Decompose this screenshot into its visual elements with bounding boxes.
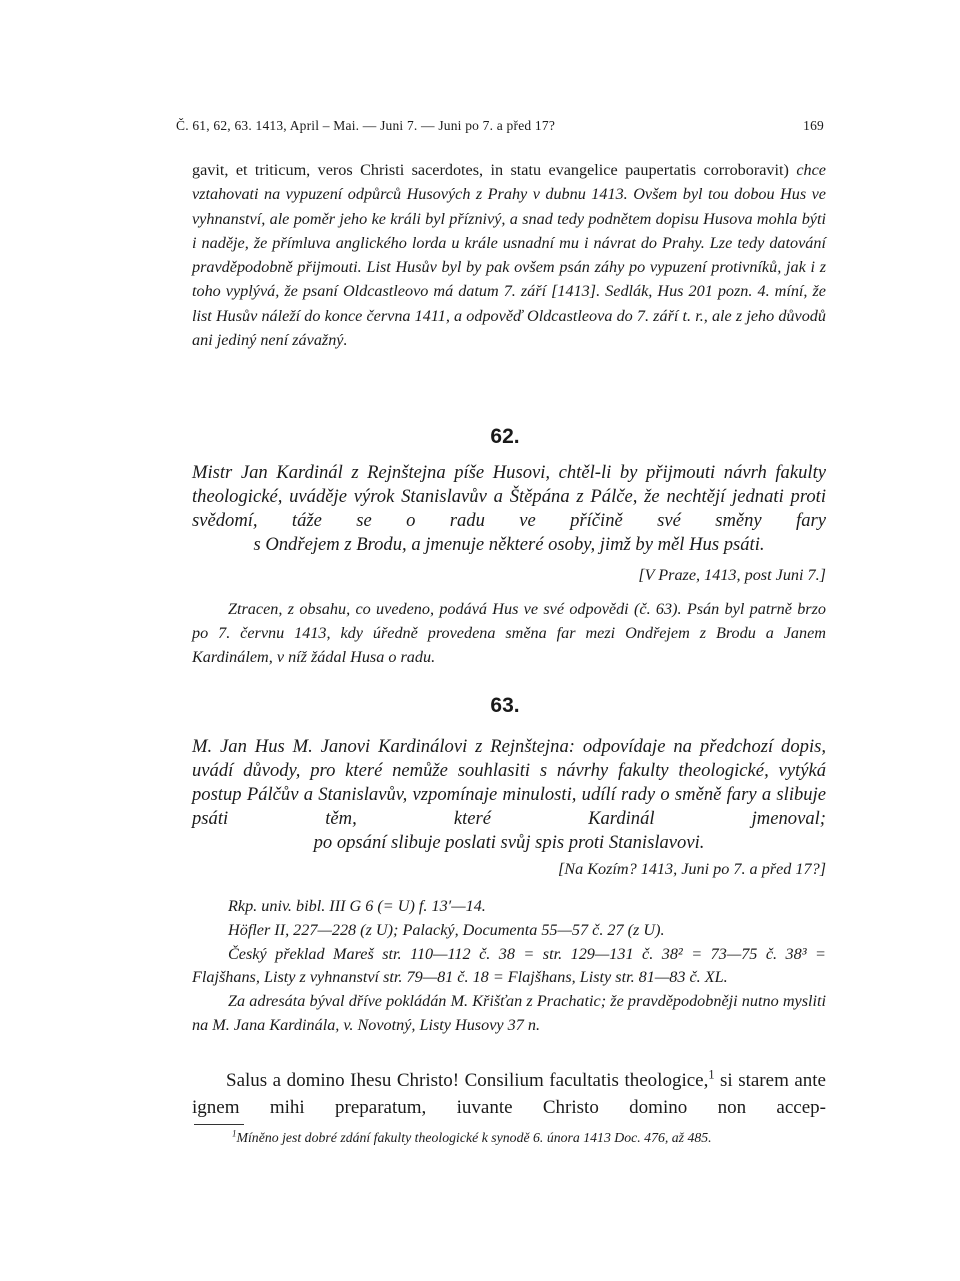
- sources-63: [192, 895, 826, 1038]
- footnote-rule: [194, 1124, 244, 1125]
- source-line: Český překlad Mareš str. 110—112 č. 38 = str. 129—131 č. 38² = 73—75 č. 38³ = Flajšhans, Listy z vyhnanství str. 79—81 č. 18 = Flajšhans, Listy str. 81—83 č. XL.: [192, 944, 826, 987]
- regest-62-text: Mistr Jan Kardinál z Rejnštejna píše Husovi, chtěl-li by přijmouti návrh fakulty theologické, uváděje výrok Stanislavův a Štěpána z Pálče, že nechtějí jednati proti svědomí, táže se o radu ve příčině své směny fary: [192, 462, 826, 531]
- footnote-text: Míněno jest dobré zdání fakulty theologické k synodě 6. února 1413 Doc. 476, až 485.: [236, 1130, 712, 1145]
- regest-62-last-line: s Ondřejem z Brodu, a jmenuje některé osoby, jimž by měl Hus psáti.: [253, 534, 765, 555]
- source-line: Za adresáta býval dříve pokládán M. Křišťan z Prachatic; že pravděpodobněji nutno mysliti na M. Jana Kardinála, v. Novotný, Listy Husovy 37 n.: [192, 992, 826, 1034]
- note-62-text: Ztracen, z obsahu, co uvedeno, podává Hus ve své odpovědi (č. 63). Psán byl patrně brzo po 7. červnu 1413, kdy úředně provedena směna far mezi Ondřejem z Brodu a Janem Kardinálem, v níž žádal Husa o radu.: [192, 600, 826, 666]
- regest-63-text: M. Jan Hus M. Janovi Kardinálovi z Rejnštejna: odpovídaje na předchozí dopis, uvádí důvody, pro které nemůže souhlasiti s návrhy fakulty theologické, vytýká postup Pálčův a Stanislavův, vzpomínaje minulosti, udílí rady o směně fary a slibuje psáti těm, které Kardinál jmenoval;: [192, 736, 826, 829]
- regest-63: [192, 735, 826, 855]
- source-line: Höfler II, 227—228 (z U); Palacký, Documenta 55—57 č. 27 (z U).: [228, 920, 665, 939]
- dateline-62: [V Praze, 1413, post Juni 7.]: [638, 566, 826, 584]
- intro-latin-text: gavit, et triticum, veros Christi sacerdotes, in statu evangelice paupertatis corroboravit): [192, 161, 789, 179]
- letter-text-part: si starem ante ignem mihi preparatum, iuvante Christo domino non accep-: [192, 1070, 826, 1118]
- letter-text: [192, 1068, 826, 1121]
- running-head: [176, 118, 824, 134]
- dateline-63: [Na Kozím? 1413, Juni po 7. a před 17?]: [557, 860, 826, 878]
- intro-paragraph: [192, 158, 826, 352]
- intro-czech-text: chce vztahovati na vypuzení odpůrců Husových z Prahy v dubnu 1413. Ovšem byl tou dobou Hus ve vyhnanství, ale poměr jeho ke králi byl příznivý, a snad tedy podnětem dopisu Husova mohla býti i naděje, že přímluva anglického lorda u krále usnadní mu i návrat do Prahy. Lze tedy datování pravděpodobně přijmouti. List Husův byl by pak ovšem psán záhy po vypuzení protivníků, jak i z toho vyplývá, že psaní Oldcastleovo má datum 7. září [1413]. Sedlák, Hus 201 pozn. 4. míní, že list Husův náleží do konce června 1411, a odpověď Oldcastleova do 7. září t. r., ale z jeho důvodů ani jediný není závažný.: [192, 161, 826, 350]
- regest-62: [192, 461, 826, 557]
- running-head-left: Č. 61, 62, 63. 1413, April – Mai. — Juni 7. — Juni po 7. a před 17?: [176, 118, 556, 133]
- letter-paragraph: [192, 1068, 826, 1121]
- document-number-62: 62.: [490, 425, 520, 448]
- footnote-mark: 1: [232, 1128, 237, 1139]
- letter-text-part: Salus a domino Ihesu Christo! Consilium facultatis theologice,: [226, 1070, 709, 1091]
- page-number: 169: [803, 118, 824, 133]
- document-number-63: 63.: [490, 694, 520, 717]
- footnote: [192, 1128, 826, 1148]
- regest-63-last-line: po opsání slibuje poslati svůj spis proti Stanislavovi.: [313, 832, 705, 853]
- note-62: [192, 598, 826, 669]
- source-line: Rkp. univ. bibl. III G 6 (= U) f. 13′—14.: [228, 897, 486, 915]
- footnote-ref: 1: [708, 1067, 715, 1082]
